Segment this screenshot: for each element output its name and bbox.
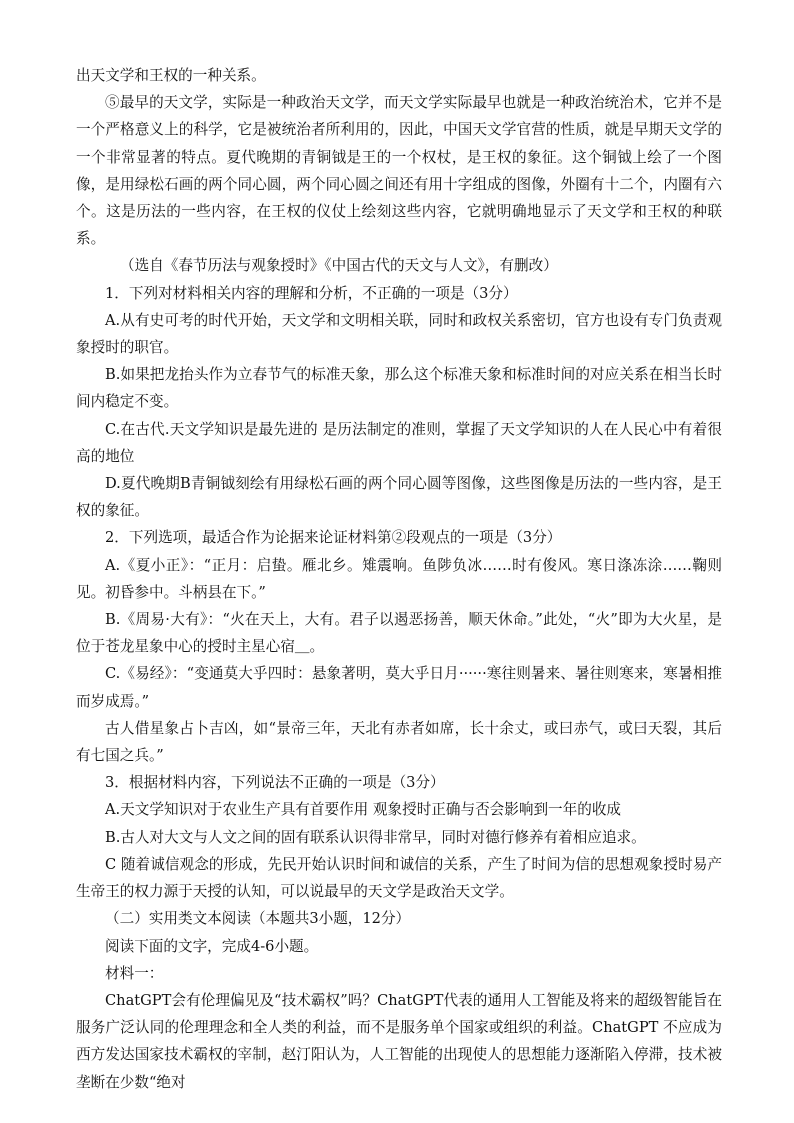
material-one-paragraph: ChatGPT会有伦理偏见及“技术霸权”吗？ChatGPT代表的通用人工智能及将来的超级智能旨在服务广泛认同的伦理理念和全人类的利益，而不是服务单个国家或组织的利益。ChatGPT 不应成为西方发达国家技术霸权的宰制，赵汀阳认为，人工智能的出现使人的思想能力逐渐陷入停滞，技术被垄断在少数“绝对 xyxy=(76,991,722,1091)
section-heading: （二）实用类文本阅读（本题共3小题，12分） xyxy=(105,910,411,928)
document-body xyxy=(76,62,722,1096)
question-1-option-b: B.如果把龙抬头作为立春节气的标准天象，那么这个标准天象和标准时间的对应关系在相当长时间内稳定不变。 xyxy=(76,366,722,411)
question-1-option-c: C.在古代.天文学知识是最先进的 是历法制定的准则，掌握了天文学知识的人在人民心中有着很高的地位 xyxy=(76,420,722,465)
question-2: 2．下列选项，最适合作为论据来论证材料第②段观点的一项是（3分） xyxy=(105,529,562,547)
question-1-option-a: A.从有史可考的时代开始，天文学和文明相关联，同时和政权关系密切，官方也设有专门负责观象授时的职官。 xyxy=(76,311,722,357)
material-label: 材料一： xyxy=(105,964,164,982)
question-1: 1．下列对材料相关内容的理解和分析，不正确的一项是（3分） xyxy=(105,284,518,302)
question-2-option-d: 古人借星象占卜吉凶，如“景帝三年，天北有赤者如席，长十余丈，或曰赤气，或曰天裂，其后有七国之兵。” xyxy=(76,719,722,765)
paragraph-5: ⑤最早的天文学，实际是一种政治天文学，而天文学实际最早也就是一种政治统治术，它并不是一个严格意义上的科学，它是被统治者所利用的，因此，中国天文学官营的性质，就是早期天文学的一个非常显著的特点。夏代晚期的青铜钺是王的一个权杖，是王权的象征。这个铜钺上绘了一个图像，是用绿松石画的两个同心圆，两个同心圆之间还有用十字组成的图像，外圈有十二个，内圈有六个。这是历法的一些内容，在王权的仪仗上绘刻这些内容，它就明确地显示了天文学和王权的种联系。 xyxy=(76,94,722,248)
question-1-option-d: D.夏代晚期B青铜钺刻绘有用绿松石画的两个同心圆等图像，这些图像是历法的一些内容，是王权的象征。 xyxy=(76,475,722,520)
question-2-option-a: A.《夏小正》：“正月：启蛰。雁北乡。雉震响。鱼陟负冰……时有俊风。寒日涤冻涂……鞠则见。初昏参中。斗柄县在下。” xyxy=(76,556,722,601)
question-2-option-c: C.《易经》：“变通莫大乎四时：悬象著明，莫大乎日月······寒往则暑来、暑往则寒来，寒暑相推而岁成焉。” xyxy=(76,665,722,710)
question-2-option-b: B.《周易·大有》：“火在天上，大有。君子以遏恶扬善，顺天休命。”此处，“火”即为大火星，是位于苍龙星象中心的授时主星心宿＿。 xyxy=(76,611,722,656)
question-3-option-a: A.天文学知识对于农业生产具有首要作用 观象授时正确与否会影响到一年的收成 xyxy=(105,801,622,819)
reading-instruction: 阅读下面的文字，完成4-6小题。 xyxy=(105,937,319,955)
question-3: 3．根据材料内容，下列说法不正确的一项是（3分） xyxy=(105,774,445,792)
question-3-option-c: C 随着诚信观念的形成，先民开始认识时间和诚信的关系，产生了时间为信的思想观象授时易产生帝王的权力源于天授的认知，可以说最早的天文学是政治天文学。 xyxy=(76,855,722,901)
source-citation: （选自《春节历法与观象授时》《中国古代的天文与人文》，有删改） xyxy=(120,257,558,275)
question-3-option-b: B.古人对大文与人文之间的固有联系认识得非常早，同时对德行修养有着相应追求。 xyxy=(105,828,646,846)
paragraph-continuation: 出天文学和王权的一种关系。 xyxy=(76,67,266,84)
